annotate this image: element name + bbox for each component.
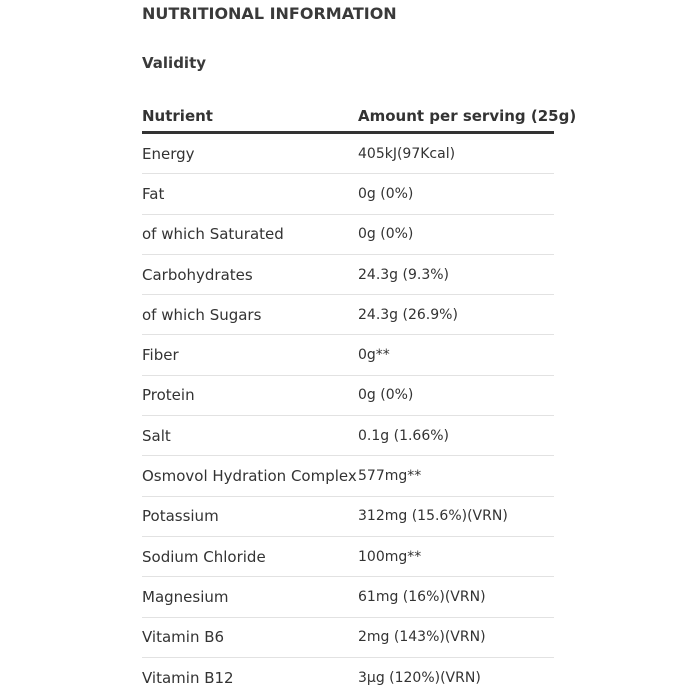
nutrient-amount: 577mg** [358,468,422,485]
header-amount: Amount per serving (25g) [358,106,577,125]
table-row [142,658,554,698]
table-row [142,497,554,537]
table-row [142,416,554,456]
nutrient-amount: 0g (0%) [358,387,414,404]
nutrient-amount: 0g (0%) [358,185,414,202]
section-title: NUTRITIONAL INFORMATION [142,4,397,23]
nutrient-name: Carbohydrates [142,265,253,284]
nutrient-name: Vitamin B12 [142,669,234,687]
nutrient-name: Fat [142,184,165,203]
nutrient-amount: 0g** [358,347,390,364]
nutrient-name: Fiber [142,346,179,365]
nutrient-name: Potassium [142,507,219,526]
table-header [142,100,577,134]
table-row [142,134,554,174]
nutrient-amount: 0.1g (1.66%) [358,427,449,444]
table-row [142,215,554,255]
nutrient-name: Sodium Chloride [142,547,266,566]
nutrient-name: Protein [142,386,195,405]
nutrient-amount: 3μg (120%)(VRN) [358,670,481,686]
table-row [142,295,554,335]
validity-label: Validity [142,54,207,72]
nutrient-amount: 0g (0%) [358,226,414,243]
table-row [142,537,554,577]
table-row [142,255,554,295]
table-body [142,134,554,698]
table-row [142,618,554,658]
nutrient-amount: 2mg (143%)(VRN) [358,629,486,646]
nutrient-name: of which Saturated [142,225,284,244]
table-row [142,456,554,496]
nutrient-name: of which Sugars [142,305,262,324]
nutrient-amount: 24.3g (9.3%) [358,266,449,283]
nutrient-name: Magnesium [142,587,229,606]
table-row [142,335,554,375]
nutrition-table [142,100,577,698]
table-row [142,174,554,214]
nutrient-name: Salt [142,426,171,445]
nutrient-name: Energy [142,144,195,163]
nutrient-amount: 312mg (15.6%)(VRN) [358,508,508,525]
nutrient-amount: 100mg** [358,548,422,565]
nutrient-name: Osmovol Hydration Complex [142,467,357,486]
table-row [142,376,554,416]
nutrient-amount: 61mg (16%)(VRN) [358,588,486,605]
table-row [142,577,554,617]
header-nutrient: Nutrient [142,106,213,125]
nutrient-amount: 24.3g (26.9%) [358,306,458,323]
nutrient-amount: 405kJ(97Kcal) [358,145,456,162]
nutrient-name: Vitamin B6 [142,628,225,647]
